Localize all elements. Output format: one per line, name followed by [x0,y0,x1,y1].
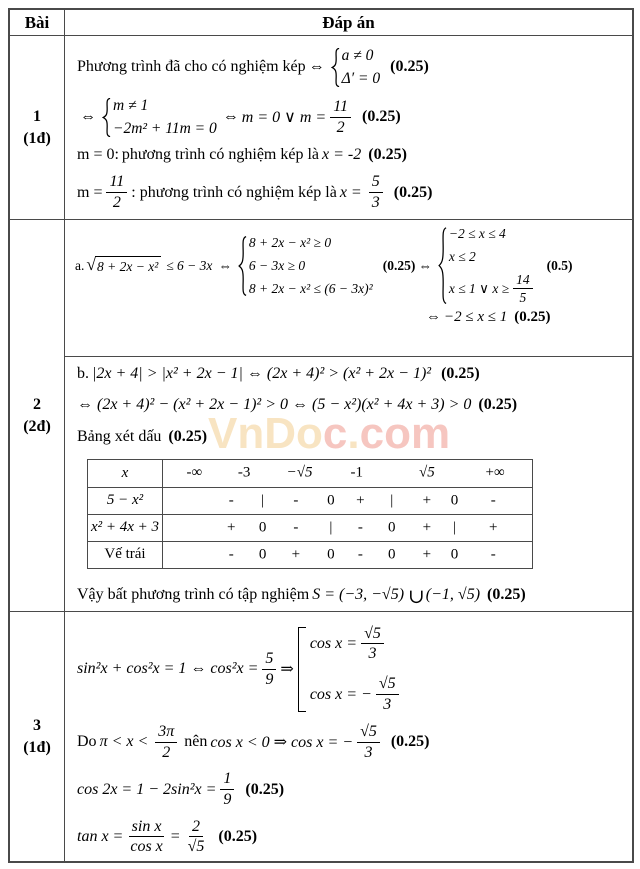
problem-3-number: 3 [33,716,41,734]
row-label: Vế trái [88,542,163,568]
sign: + [489,519,498,536]
p3-l3-math: cos 2x = 1 − 2sin²x = [77,780,217,798]
sign-table-row [88,487,532,514]
p2a-compare: ≤ 6 − 3x [166,257,213,273]
p2b-l3-text: Bảng xét dấu [77,427,162,445]
cases-system [102,97,217,138]
p3-l2-text: nên [184,733,208,751]
row-label: x² + 4x + 3 [88,515,163,541]
score: (0.25) [487,585,526,603]
p1-l2-math: m = 0 ∨ m = [241,109,327,127]
p1-l4-math: m = [77,183,103,201]
case-row: 8 + 2x − x² ≤ (6 − 3x)² [248,280,373,296]
alternative-cases [298,625,403,715]
fraction: $\frac{5}{3}$ [369,173,383,212]
sign-table-row [88,541,532,568]
case-row: 6 − 3x ≥ 0 [248,257,306,273]
p1-line-4 [77,173,626,212]
answer-table [8,8,634,863]
sign-table-header-row [88,460,532,487]
sign: + [227,519,236,536]
header-dapan-label: Đáp án [322,12,375,32]
p2b-line-1 [77,365,626,383]
problem-1-label [10,36,65,220]
problem-1-points: (1đ) [23,129,51,147]
row-signs [163,488,532,514]
p1-line-2 [77,97,626,138]
cases-system [438,226,537,305]
fraction: $\frac{√5}{3}$ [357,723,380,762]
case-row: −2 ≤ x ≤ 4 [448,226,506,241]
problem-3-points: (1đ) [23,738,51,756]
sign-table-header-values [163,460,532,487]
p3-line-1 [77,625,626,715]
brace-left-icon [102,98,111,137]
score: (0.5) [546,257,573,273]
fraction: $\frac{1}{9}$ [220,770,234,809]
problem-3-answer [65,612,632,861]
iff-symbol: ⇔ [308,58,325,76]
watermark-segment: com [359,409,451,458]
boundary-label: -1 [350,464,363,481]
case-row: a ≠ 0 [341,46,374,64]
fraction: $\frac{√5}{3}$ [376,675,399,714]
p3-line-2 [77,723,626,762]
p1-l3-result: x = -2 [322,146,362,164]
case-row: cos x = $\frac{√5}{3}$ [310,625,403,664]
score: (0.25) [245,780,285,798]
sign: 0 [258,519,267,536]
cases-system [238,235,373,297]
row-signs [163,515,532,541]
boundary-label: √5 [418,464,435,481]
union-icon: ∪ [408,586,425,608]
watermark-segment: . [347,409,360,458]
watermark-segment: VnDo [208,409,323,458]
sign: + [422,546,432,563]
implies-symbol: ⇒ [280,661,294,679]
p1-line-1 [77,47,626,88]
radical-icon: √ [86,254,96,275]
score: (0.25) [362,108,401,126]
p1-l4-x: x = [339,183,362,201]
sign: 0 [327,492,335,509]
sign: - [357,519,363,536]
sign-table [87,459,533,569]
score: (0.25) [478,396,518,414]
brace-left-icon [331,48,340,87]
sign: + [422,519,432,536]
problem-2-points: (2đ) [23,417,51,435]
problem-2-label [10,220,65,612]
p1-l1-text: Phương trình đã cho có nghiệm kép [77,58,306,76]
iff-symbol: ⇔ [218,257,232,273]
fraction: $\frac{\text{sin x}}{\text{cos x}}$ [130,817,163,856]
cases-system [331,47,380,88]
case-row: m ≠ 1 [113,96,149,114]
case-row: cos x = − $\frac{√5}{3}$ [310,675,403,714]
score: (0.25) [514,309,551,326]
score: (0.25) [390,733,430,751]
p3-line-4 [77,818,626,857]
p1-l4-text: : phương trình có nghiệm kép là [131,183,337,201]
p2a-tag: a. [75,257,85,273]
score: (0.25) [368,146,407,164]
sign: 0 [450,492,459,509]
p2a-main-line [75,226,628,305]
score: (0.25) [441,365,480,382]
p1-l3-math: m = 0: [77,146,119,164]
p2b-line-3 [77,428,626,446]
case-row: x ≤ 1 ∨ x ≥ $\frac{14}{5}$ [449,272,537,305]
sign: 0 [388,519,396,536]
sign: - [293,492,299,509]
problem-1-number: 1 [33,107,41,125]
sign: - [228,546,234,563]
part-b [65,357,632,611]
p3-l2-text: Do [77,733,97,751]
solution-set: S = (−3, −√5) [312,585,405,603]
brace-left-icon [438,227,447,304]
sign: 0 [388,546,396,563]
iff-symbol: ⇔ [418,257,432,273]
part-a [65,220,632,357]
sign: - [357,546,363,563]
sign: 0 [327,546,335,563]
bracket-left-icon [298,627,306,713]
sign: | [329,519,333,536]
fraction: $\frac{5}{9}$ [262,650,276,689]
iff-symbol: ⇔ [426,309,441,326]
p3-l2-math: π < x < [99,733,149,751]
fraction: $\frac{14}{5}$ [513,272,533,305]
p1-l3-text: phương trình có nghiệm kép là [121,146,320,164]
p2b-conclusion [77,582,626,607]
problem-3-label [10,612,65,861]
sign: | [452,519,457,536]
score: (0.25) [393,183,433,201]
sign: - [490,492,496,509]
p2b-conclusion-text: Vậy bất phương trình có tập nghiệm [77,585,310,603]
problem-2-answer [65,220,632,612]
p2b-l2-math: ⇔ (2x + 4)² − (x² + 2x − 1)² > 0 ⇔ (5 − x²)(x² + 4x + 3) > 0 [77,396,472,414]
score: (0.25) [218,827,258,845]
sign: | [261,492,265,509]
p2a-conclusion [423,309,628,326]
p3-l1-math: sin²x + cos²x = 1 ⇔ cos²x = [77,660,259,678]
boundary-label: -∞ [186,464,203,481]
row-label: 5 − x² [88,488,163,514]
header-bai-label: Bài [24,12,50,32]
header-bai [10,10,65,36]
boundary-label: +∞ [485,464,505,481]
sign: 0 [450,546,459,563]
watermark-segment: c [322,409,348,458]
fraction: $\frac{√5}{3}$ [361,625,384,664]
header-dapan [65,10,632,36]
case-row: −2m² + 11m = 0 [113,119,217,137]
p2b-line-2 [77,396,626,414]
boundary-label: −√5 [286,464,313,481]
sign: + [422,492,432,509]
score: (0.25) [168,427,208,445]
case-row: Δ′ = 0 [341,69,381,87]
p2b-tag: b. [77,365,89,382]
problem-1-answer [65,36,632,220]
brace-left-icon [238,236,247,296]
p1-line-3 [77,146,626,164]
sign: - [490,546,496,563]
score: (0.25) [382,257,416,273]
equals-sign: = [169,827,181,845]
fraction: $\frac{2}{√5}$ [187,817,205,856]
p2b-l1-math: |2x + 4| > |x² + 2x − 1| ⇔ (2x + 4)² > (x² + 2x − 1)² [92,365,432,382]
p3-l4-math: tan x = [77,827,124,845]
boundary-label: -3 [237,464,251,481]
fraction: $\frac{11}{2}$ [330,98,351,137]
sign-table-x-label: x [88,460,163,487]
fraction: $\frac{11}{2}$ [106,173,127,212]
case-row: 8 + 2x − x² ≥ 0 [248,234,332,250]
p3-l2-math: cos x < 0 ⇒ cos x = − [210,734,354,752]
iff-symbol: ⇔ [222,108,239,126]
fraction: 3π 2 [155,723,177,762]
sqrt-expression: √ 8 + 2x − x² [86,256,161,275]
sign: + [356,492,365,509]
sign: - [228,492,234,509]
p3-line-3 [77,770,626,809]
sign-table-row [88,514,532,541]
case-row: x ≤ 2 [448,249,476,264]
sign: - [293,519,299,536]
row-signs [163,542,532,568]
problem-2-number: 2 [33,395,41,413]
score: (0.25) [390,58,429,76]
p2a-conclusion-math: −2 ≤ x ≤ 1 [444,309,508,326]
sign: 0 [258,546,267,563]
iff-symbol: ⇔ [80,108,96,126]
sign: | [390,492,394,509]
solution-set: (−1, √5) [425,585,481,603]
sign: + [291,546,301,563]
